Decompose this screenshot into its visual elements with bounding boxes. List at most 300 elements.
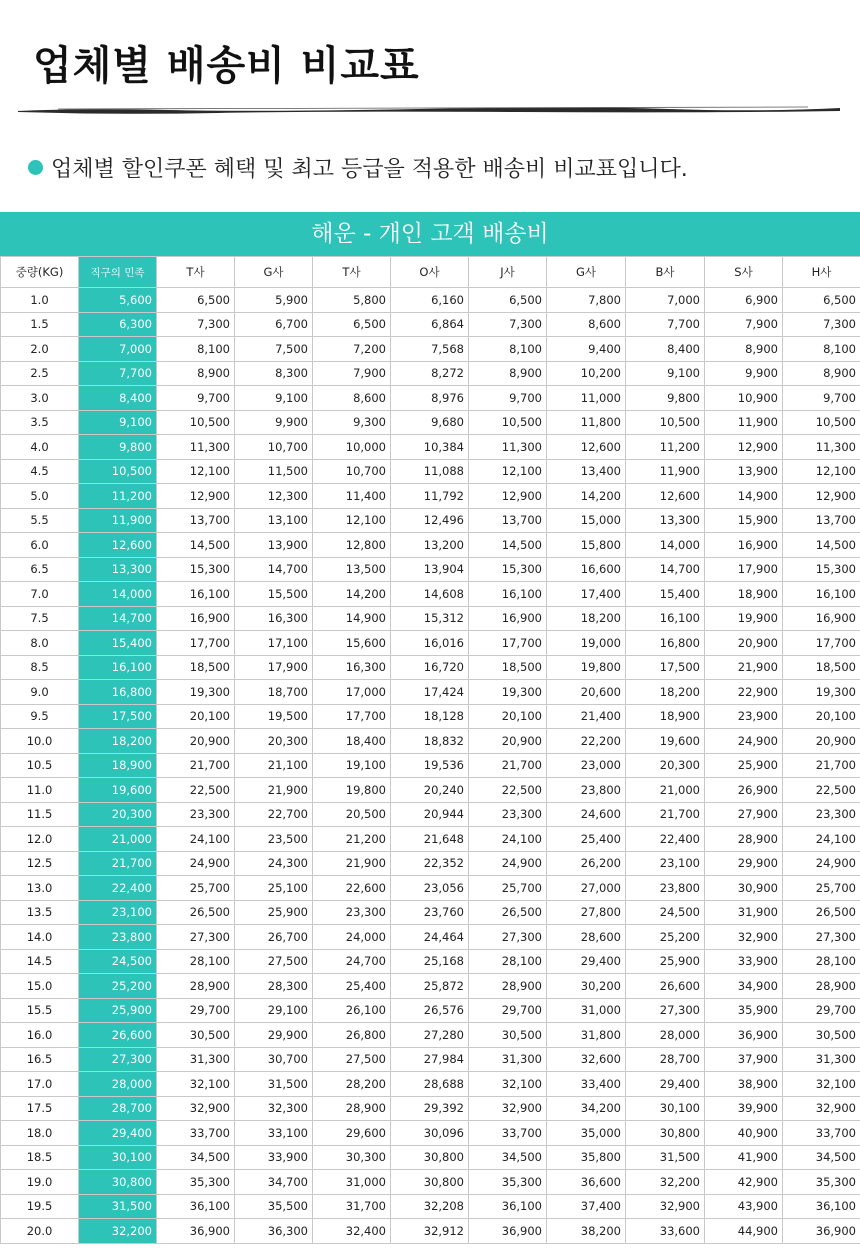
price-cell: 36,900 <box>469 1219 547 1244</box>
weight-cell: 1.5 <box>1 312 79 337</box>
price-cell: 30,800 <box>626 1121 705 1146</box>
price-cell: 16,300 <box>235 606 313 631</box>
table-row <box>1 729 860 754</box>
price-cell: 36,100 <box>469 1194 547 1219</box>
price-cell: 11,400 <box>313 484 391 509</box>
price-cell: 44,900 <box>705 1219 783 1244</box>
price-cell: 22,700 <box>235 802 313 827</box>
price-cell: 18,500 <box>469 655 547 680</box>
weight-cell: 7.5 <box>1 606 79 631</box>
price-cell: 14,608 <box>391 582 469 607</box>
price-cell: 19,800 <box>547 655 626 680</box>
price-cell: 12,100 <box>469 459 547 484</box>
price-cell: 7,700 <box>626 312 705 337</box>
price-cell: 16,100 <box>469 582 547 607</box>
price-cell: 9,400 <box>547 337 626 362</box>
weight-cell: 10.5 <box>1 753 79 778</box>
price-cell: 11,300 <box>157 435 235 460</box>
price-cell: 13,904 <box>391 557 469 582</box>
carrier-column-header: G사 <box>547 257 626 288</box>
price-cell: 11,900 <box>79 508 157 533</box>
price-cell: 19,536 <box>391 753 469 778</box>
price-cell: 20,100 <box>469 704 547 729</box>
price-cell: 28,900 <box>157 974 235 999</box>
weight-cell: 2.0 <box>1 337 79 362</box>
price-cell: 8,900 <box>469 361 547 386</box>
price-cell: 7,000 <box>79 337 157 362</box>
table-row <box>1 1170 860 1195</box>
price-cell: 37,900 <box>705 1047 783 1072</box>
price-cell: 18,700 <box>235 680 313 705</box>
table-row <box>1 582 860 607</box>
price-cell: 11,500 <box>235 459 313 484</box>
price-cell: 19,600 <box>626 729 705 754</box>
weight-cell: 14.5 <box>1 949 79 974</box>
price-cell: 32,100 <box>783 1072 860 1097</box>
price-cell: 33,700 <box>157 1121 235 1146</box>
price-cell: 14,500 <box>157 533 235 558</box>
table-row <box>1 288 860 313</box>
price-cell: 15,300 <box>469 557 547 582</box>
weight-cell: 19.5 <box>1 1194 79 1219</box>
price-cell: 23,500 <box>235 827 313 852</box>
price-cell: 31,000 <box>547 998 626 1023</box>
price-cell: 30,800 <box>391 1145 469 1170</box>
price-cell: 28,900 <box>313 1096 391 1121</box>
price-cell: 33,600 <box>626 1219 705 1244</box>
price-cell: 7,568 <box>391 337 469 362</box>
price-cell: 6,900 <box>705 288 783 313</box>
price-cell: 23,800 <box>547 778 626 803</box>
price-cell: 8,272 <box>391 361 469 386</box>
price-cell: 8,900 <box>157 361 235 386</box>
price-cell: 28,200 <box>313 1072 391 1097</box>
price-cell: 28,100 <box>157 949 235 974</box>
price-cell: 27,900 <box>705 802 783 827</box>
price-cell: 8,300 <box>235 361 313 386</box>
price-cell: 20,500 <box>313 802 391 827</box>
price-cell: 16,800 <box>79 680 157 705</box>
price-cell: 9,100 <box>79 410 157 435</box>
weight-cell: 7.0 <box>1 582 79 607</box>
price-cell: 23,900 <box>705 704 783 729</box>
price-cell: 24,700 <box>313 949 391 974</box>
weight-cell: 3.0 <box>1 386 79 411</box>
price-cell: 18,200 <box>626 680 705 705</box>
price-cell: 34,500 <box>469 1145 547 1170</box>
weight-cell: 12.5 <box>1 851 79 876</box>
note-text: 업체별 할인쿠폰 혜택 및 최고 등급을 적용한 배송비 비교표입니다. <box>51 157 688 182</box>
table-row <box>1 925 860 950</box>
price-cell: 32,200 <box>79 1219 157 1244</box>
price-cell: 16,100 <box>626 606 705 631</box>
weight-cell: 3.5 <box>1 410 79 435</box>
price-cell: 35,800 <box>547 1145 626 1170</box>
carrier-column-header: J사 <box>469 257 547 288</box>
price-cell: 32,900 <box>469 1096 547 1121</box>
price-cell: 15,312 <box>391 606 469 631</box>
price-cell: 24,900 <box>157 851 235 876</box>
price-cell: 12,100 <box>783 459 860 484</box>
price-cell: 8,600 <box>547 312 626 337</box>
price-cell: 29,400 <box>626 1072 705 1097</box>
price-cell: 12,600 <box>79 533 157 558</box>
price-cell: 20,300 <box>626 753 705 778</box>
weight-cell: 11.5 <box>1 802 79 827</box>
price-cell: 25,700 <box>783 876 860 901</box>
weight-cell: 17.0 <box>1 1072 79 1097</box>
price-cell: 24,100 <box>157 827 235 852</box>
price-cell: 26,700 <box>235 925 313 950</box>
price-cell: 20,900 <box>157 729 235 754</box>
price-cell: 13,500 <box>313 557 391 582</box>
price-cell: 14,200 <box>547 484 626 509</box>
price-cell: 9,300 <box>313 410 391 435</box>
price-cell: 9,100 <box>626 361 705 386</box>
price-cell: 36,300 <box>235 1219 313 1244</box>
table-row <box>1 974 860 999</box>
price-cell: 32,100 <box>157 1072 235 1097</box>
price-cell: 30,100 <box>626 1096 705 1121</box>
price-cell: 28,000 <box>79 1072 157 1097</box>
price-cell: 25,900 <box>626 949 705 974</box>
shipping-rate-table <box>0 256 860 1244</box>
price-cell: 11,900 <box>626 459 705 484</box>
weight-cell: 19.0 <box>1 1170 79 1195</box>
weight-cell: 18.5 <box>1 1145 79 1170</box>
price-cell: 20,900 <box>705 631 783 656</box>
price-cell: 8,900 <box>705 337 783 362</box>
price-cell: 23,760 <box>391 900 469 925</box>
price-cell: 30,800 <box>79 1170 157 1195</box>
price-cell: 11,300 <box>783 435 860 460</box>
price-cell: 10,500 <box>469 410 547 435</box>
price-cell: 19,100 <box>313 753 391 778</box>
price-cell: 10,500 <box>79 459 157 484</box>
price-cell: 9,700 <box>783 386 860 411</box>
price-cell: 8,100 <box>783 337 860 362</box>
price-cell: 13,300 <box>79 557 157 582</box>
price-cell: 8,600 <box>313 386 391 411</box>
price-cell: 29,900 <box>235 1023 313 1048</box>
price-cell: 32,300 <box>235 1096 313 1121</box>
price-cell: 29,392 <box>391 1096 469 1121</box>
price-cell: 23,000 <box>547 753 626 778</box>
weight-cell: 14.0 <box>1 925 79 950</box>
price-cell: 16,600 <box>547 557 626 582</box>
price-cell: 19,800 <box>313 778 391 803</box>
weight-cell: 16.0 <box>1 1023 79 1048</box>
price-cell: 20,100 <box>157 704 235 729</box>
price-cell: 7,800 <box>547 288 626 313</box>
price-cell: 21,400 <box>547 704 626 729</box>
table-row <box>1 1023 860 1048</box>
price-cell: 7,200 <box>313 337 391 362</box>
price-cell: 30,500 <box>469 1023 547 1048</box>
price-cell: 7,500 <box>235 337 313 362</box>
price-cell: 10,900 <box>705 386 783 411</box>
price-cell: 29,600 <box>313 1121 391 1146</box>
price-cell: 10,700 <box>235 435 313 460</box>
price-cell: 21,900 <box>235 778 313 803</box>
price-cell: 35,900 <box>705 998 783 1023</box>
price-cell: 29,100 <box>235 998 313 1023</box>
price-cell: 27,300 <box>469 925 547 950</box>
price-cell: 25,900 <box>79 998 157 1023</box>
table-row <box>1 386 860 411</box>
price-cell: 19,300 <box>783 680 860 705</box>
price-cell: 17,400 <box>547 582 626 607</box>
price-cell: 28,600 <box>547 925 626 950</box>
price-cell: 9,800 <box>626 386 705 411</box>
price-cell: 16,900 <box>783 606 860 631</box>
price-cell: 18,200 <box>79 729 157 754</box>
price-cell: 27,280 <box>391 1023 469 1048</box>
price-cell: 29,700 <box>469 998 547 1023</box>
weight-column-header: 중량(KG) <box>1 257 79 288</box>
price-cell: 26,500 <box>157 900 235 925</box>
table-row <box>1 1121 860 1146</box>
price-cell: 21,100 <box>235 753 313 778</box>
price-cell: 12,600 <box>626 484 705 509</box>
price-cell: 20,300 <box>235 729 313 754</box>
price-cell: 21,900 <box>705 655 783 680</box>
price-cell: 25,200 <box>79 974 157 999</box>
weight-cell: 5.5 <box>1 508 79 533</box>
price-cell: 29,700 <box>783 998 860 1023</box>
price-cell: 24,100 <box>469 827 547 852</box>
weight-cell: 15.5 <box>1 998 79 1023</box>
price-cell: 13,100 <box>235 508 313 533</box>
price-cell: 12,900 <box>157 484 235 509</box>
table-row <box>1 876 860 901</box>
price-cell: 19,900 <box>705 606 783 631</box>
price-cell: 14,700 <box>235 557 313 582</box>
price-cell: 27,300 <box>157 925 235 950</box>
price-cell: 26,200 <box>547 851 626 876</box>
table-row <box>1 778 860 803</box>
price-cell: 33,700 <box>783 1121 860 1146</box>
price-cell: 30,700 <box>235 1047 313 1072</box>
table-row <box>1 435 860 460</box>
price-cell: 35,300 <box>157 1170 235 1195</box>
price-cell: 27,000 <box>547 876 626 901</box>
price-cell: 19,600 <box>79 778 157 803</box>
price-cell: 12,800 <box>313 533 391 558</box>
price-cell: 42,900 <box>705 1170 783 1195</box>
price-cell: 20,900 <box>469 729 547 754</box>
weight-cell: 9.0 <box>1 680 79 705</box>
price-cell: 21,700 <box>157 753 235 778</box>
price-cell: 13,700 <box>783 508 860 533</box>
price-cell: 34,500 <box>783 1145 860 1170</box>
price-cell: 17,700 <box>157 631 235 656</box>
price-cell: 28,100 <box>783 949 860 974</box>
price-cell: 25,900 <box>705 753 783 778</box>
price-cell: 27,800 <box>547 900 626 925</box>
price-cell: 32,900 <box>783 1096 860 1121</box>
price-cell: 30,300 <box>313 1145 391 1170</box>
price-cell: 20,300 <box>79 802 157 827</box>
price-cell: 26,500 <box>783 900 860 925</box>
weight-cell: 9.5 <box>1 704 79 729</box>
price-cell: 6,500 <box>469 288 547 313</box>
price-cell: 19,500 <box>235 704 313 729</box>
price-cell: 16,016 <box>391 631 469 656</box>
price-cell: 31,500 <box>235 1072 313 1097</box>
price-cell: 21,648 <box>391 827 469 852</box>
weight-cell: 8.5 <box>1 655 79 680</box>
price-cell: 16,900 <box>469 606 547 631</box>
price-cell: 33,400 <box>547 1072 626 1097</box>
price-cell: 31,500 <box>626 1145 705 1170</box>
price-cell: 23,800 <box>79 925 157 950</box>
price-cell: 32,900 <box>705 925 783 950</box>
price-cell: 34,900 <box>705 974 783 999</box>
price-cell: 16,100 <box>157 582 235 607</box>
price-cell: 5,900 <box>235 288 313 313</box>
price-cell: 35,300 <box>783 1170 860 1195</box>
price-cell: 10,500 <box>626 410 705 435</box>
price-cell: 7,300 <box>469 312 547 337</box>
weight-cell: 12.0 <box>1 827 79 852</box>
price-cell: 13,700 <box>157 508 235 533</box>
price-cell: 23,800 <box>626 876 705 901</box>
price-cell: 18,400 <box>313 729 391 754</box>
price-cell: 22,500 <box>783 778 860 803</box>
price-cell: 34,200 <box>547 1096 626 1121</box>
weight-cell: 10.0 <box>1 729 79 754</box>
table-row <box>1 484 860 509</box>
price-cell: 16,300 <box>313 655 391 680</box>
price-cell: 24,100 <box>783 827 860 852</box>
price-cell: 15,400 <box>626 582 705 607</box>
price-cell: 21,000 <box>626 778 705 803</box>
table-row <box>1 557 860 582</box>
weight-cell: 11.0 <box>1 778 79 803</box>
price-cell: 12,900 <box>783 484 860 509</box>
price-cell: 8,100 <box>157 337 235 362</box>
price-cell: 26,800 <box>313 1023 391 1048</box>
table-row <box>1 827 860 852</box>
price-cell: 12,496 <box>391 508 469 533</box>
price-cell: 7,300 <box>157 312 235 337</box>
price-cell: 17,424 <box>391 680 469 705</box>
price-cell: 28,900 <box>705 827 783 852</box>
price-cell: 33,700 <box>469 1121 547 1146</box>
price-cell: 23,300 <box>783 802 860 827</box>
price-cell: 31,500 <box>79 1194 157 1219</box>
price-cell: 13,700 <box>469 508 547 533</box>
price-cell: 21,700 <box>469 753 547 778</box>
price-cell: 25,200 <box>626 925 705 950</box>
carrier-column-header: T사 <box>313 257 391 288</box>
price-cell: 10,200 <box>547 361 626 386</box>
price-cell: 5,600 <box>79 288 157 313</box>
table-row <box>1 631 860 656</box>
weight-cell: 20.0 <box>1 1219 79 1244</box>
table-row <box>1 680 860 705</box>
price-cell: 19,300 <box>157 680 235 705</box>
table-row <box>1 900 860 925</box>
price-cell: 5,800 <box>313 288 391 313</box>
price-cell: 21,700 <box>79 851 157 876</box>
price-cell: 6,500 <box>313 312 391 337</box>
price-cell: 24,600 <box>547 802 626 827</box>
table-row <box>1 533 860 558</box>
price-cell: 31,000 <box>313 1170 391 1195</box>
price-cell: 6,500 <box>157 288 235 313</box>
table-row <box>1 655 860 680</box>
price-cell: 30,800 <box>391 1170 469 1195</box>
table-row <box>1 459 860 484</box>
price-cell: 16,800 <box>626 631 705 656</box>
price-cell: 9,900 <box>235 410 313 435</box>
price-cell: 22,400 <box>626 827 705 852</box>
price-cell: 6,300 <box>79 312 157 337</box>
price-cell: 10,500 <box>157 410 235 435</box>
price-cell: 14,500 <box>783 533 860 558</box>
price-cell: 16,900 <box>157 606 235 631</box>
price-cell: 29,900 <box>705 851 783 876</box>
weight-cell: 4.5 <box>1 459 79 484</box>
price-cell: 11,088 <box>391 459 469 484</box>
weight-cell: 6.0 <box>1 533 79 558</box>
price-cell: 17,700 <box>469 631 547 656</box>
price-cell: 31,300 <box>157 1047 235 1072</box>
price-cell: 11,200 <box>79 484 157 509</box>
price-cell: 21,200 <box>313 827 391 852</box>
price-cell: 10,700 <box>313 459 391 484</box>
price-cell: 10,000 <box>313 435 391 460</box>
weight-cell: 17.5 <box>1 1096 79 1121</box>
price-cell: 26,900 <box>705 778 783 803</box>
price-cell: 32,400 <box>313 1219 391 1244</box>
price-cell: 27,300 <box>783 925 860 950</box>
price-cell: 28,100 <box>469 949 547 974</box>
price-cell: 13,200 <box>391 533 469 558</box>
price-cell: 31,700 <box>313 1194 391 1219</box>
price-cell: 23,300 <box>157 802 235 827</box>
price-cell: 8,100 <box>469 337 547 362</box>
price-cell: 30,500 <box>157 1023 235 1048</box>
weight-cell: 2.5 <box>1 361 79 386</box>
price-cell: 24,000 <box>313 925 391 950</box>
price-cell: 23,300 <box>469 802 547 827</box>
price-cell: 11,200 <box>626 435 705 460</box>
weight-cell: 4.0 <box>1 435 79 460</box>
table-row <box>1 1194 860 1219</box>
price-cell: 27,300 <box>79 1047 157 1072</box>
price-cell: 24,464 <box>391 925 469 950</box>
price-cell: 22,500 <box>469 778 547 803</box>
price-cell: 19,000 <box>547 631 626 656</box>
price-cell: 15,900 <box>705 508 783 533</box>
price-cell: 34,500 <box>157 1145 235 1170</box>
price-cell: 20,900 <box>783 729 860 754</box>
price-cell: 25,700 <box>157 876 235 901</box>
carrier-column-header: O사 <box>391 257 469 288</box>
price-cell: 36,100 <box>157 1194 235 1219</box>
price-cell: 32,600 <box>547 1047 626 1072</box>
price-cell: 8,976 <box>391 386 469 411</box>
price-cell: 17,900 <box>235 655 313 680</box>
price-cell: 32,900 <box>157 1096 235 1121</box>
price-cell: 10,384 <box>391 435 469 460</box>
price-cell: 32,900 <box>626 1194 705 1219</box>
price-cell: 35,500 <box>235 1194 313 1219</box>
price-cell: 29,400 <box>79 1121 157 1146</box>
